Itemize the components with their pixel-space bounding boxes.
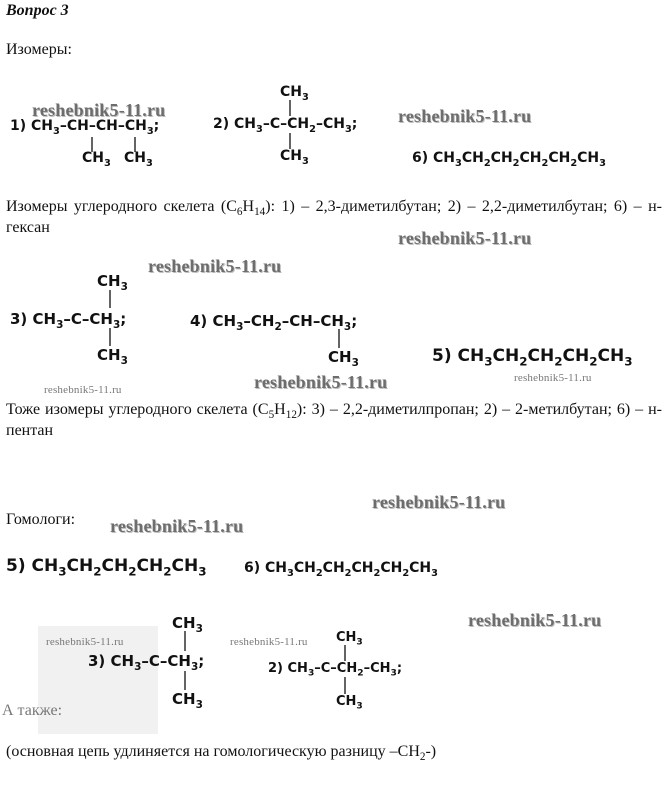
formula-3: 3) $CH_3-C-CH_3$;: [10, 310, 127, 331]
formula-1-branch-right: $CH_3$: [124, 150, 153, 169]
footnote: (основная цепь удлиняется на гомологическую разницу $-CH_2-$): [6, 743, 437, 764]
formula-6: 6) $CH_3CH_2CH_2CH_2CH_2CH_3$: [412, 150, 606, 169]
watermark: reshebnik5-11.ru: [514, 372, 592, 384]
homolog-formula-5: 5) $CH_3CH_2CH_2CH_2CH_3$: [6, 556, 207, 579]
watermark: reshebnik5-11.ru: [44, 384, 122, 396]
question-heading: Вопрос 3: [6, 2, 69, 19]
homolog-formula-3-top: $CH_3$: [172, 614, 203, 635]
formula-2: 2) $CH_3-C-CH_2-CH_3$;: [213, 116, 358, 135]
formula-4-bottom: $CH_3$: [328, 348, 359, 369]
watermark: reshebnik5-11.ru: [148, 256, 282, 276]
formula-3-bottom: $CH_3$: [97, 346, 128, 367]
watermark: reshebnik5-11.ru: [230, 636, 308, 648]
homolog-formula-2-top: $CH_3$: [336, 630, 363, 648]
formula-2-top: $CH_3$: [280, 84, 309, 103]
paragraph-isomers-c5: Тоже изомеры углеродного скелета $(C_5H_{12})$: 3) – 2,2-диметилпропан; 2) – 2-метилбутан; 6) – н-пентан: [6, 401, 662, 439]
homolog-formula-3: 3) $CH_3-C-CH_3$;: [88, 652, 205, 673]
homologs-label: Гомологи:: [6, 511, 76, 528]
homolog-formula-6: 6) $CH_3CH_2CH_2CH_2CH_2CH_3$: [244, 560, 438, 579]
also-label: А также:: [2, 702, 63, 719]
watermark: reshebnik5-11.ru: [254, 372, 388, 392]
formula-3-top: $CH_3$: [97, 272, 128, 293]
homolog-formula-2-bottom: $CH_3$: [336, 694, 363, 712]
watermark: reshebnik5-11.ru: [398, 106, 532, 126]
watermark: reshebnik5-11.ru: [46, 636, 124, 648]
watermark: reshebnik5-11.ru: [398, 228, 532, 248]
watermark: reshebnik5-11.ru: [372, 492, 506, 512]
isomers-label: Изомеры:: [6, 41, 72, 58]
watermark: reshebnik5-11.ru: [32, 100, 166, 120]
homolog-formula-3-bottom: $CH_3$: [172, 690, 203, 711]
watermark: reshebnik5-11.ru: [110, 516, 244, 536]
formula-1: 1) $CH_3-CH-CH-CH_3$;: [10, 118, 160, 137]
formula-2-bottom: $CH_3$: [280, 148, 309, 167]
formula-4: 4) $CH_3-CH_2-CH-CH_3$;: [190, 312, 358, 333]
watermark: reshebnik5-11.ru: [468, 610, 602, 630]
paragraph-isomers-c6: Изомеры углеродного скелета $(C_6H_{14})$: 1) – 2,3-диметилбутан; 2) – 2,2-диметилбутан; 6) – н-гексан: [6, 198, 662, 236]
formula-5: 5) $CH_3CH_2CH_2CH_2CH_3$: [432, 346, 633, 369]
homolog-formula-2: 2) $CH_3-C-CH_2-CH_3$;: [268, 661, 403, 679]
formula-1-branch-left: $CH_3$: [82, 150, 111, 169]
